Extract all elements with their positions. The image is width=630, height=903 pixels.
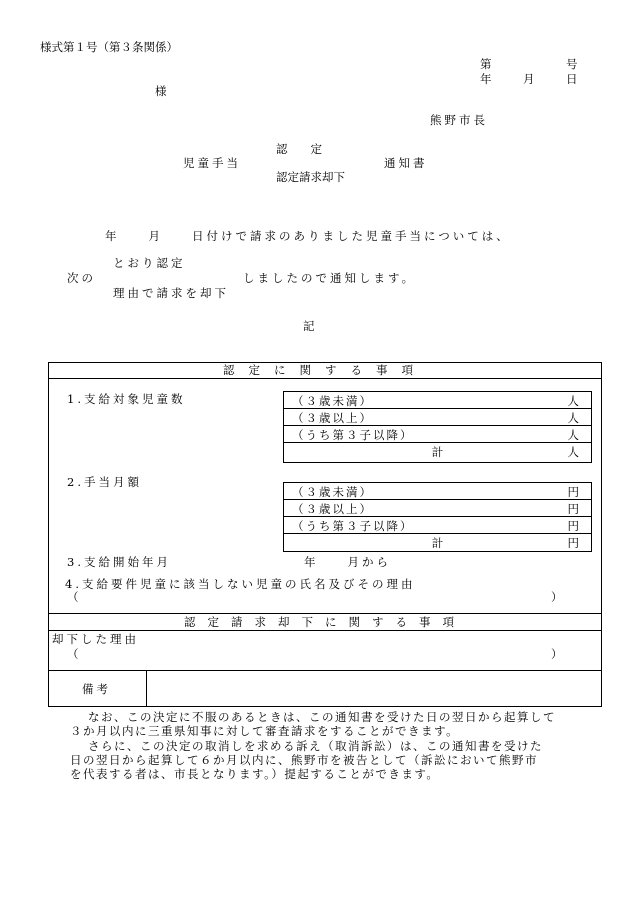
body-tail: しましたので通知します。 (243, 271, 417, 285)
form-number: 様式第１号（第３条関係） (40, 40, 178, 54)
count-row-total (284, 443, 591, 462)
section2-header: 認定請求却下に関する事項 (184, 615, 466, 629)
divider (48, 613, 602, 614)
notice-p2-line2: 日の翌日から起算して６か月以内に、熊野市を被告として（訴訟において熊野市 (70, 753, 538, 767)
row-unit: 人 (567, 445, 579, 459)
divider (48, 630, 602, 631)
body-next: 次の (67, 271, 96, 285)
item3-label: 3.支給開始年月 (67, 555, 171, 569)
count-row-under3 (284, 392, 591, 409)
notice-p1-line1: なお、この決定に不服のあるときは、この通知書を受けた日の翌日から起算して (88, 710, 556, 724)
item1-label: 1.支給対象児童数 (67, 392, 186, 406)
row-total-label: 計 (431, 536, 444, 550)
item3-value: 年 月から (304, 555, 391, 569)
row-unit: 人 (567, 394, 579, 408)
divider (48, 670, 602, 671)
paren-open: （ (67, 647, 79, 661)
amount-row-third-child (284, 517, 591, 534)
section1-header: 認定に関する事項 (223, 363, 427, 377)
remarks-label: 備考 (82, 682, 111, 696)
paren-close: ） (551, 647, 563, 661)
number-suffix: 号 (566, 57, 578, 71)
paren-open: （ (67, 590, 79, 604)
title-reject: 認定請求却下 (276, 170, 345, 184)
row-label: （うち第３子以降） (292, 428, 414, 442)
date-day: 日 (566, 72, 578, 86)
body-option-approve: とおり認定 (113, 256, 186, 270)
row-unit: 円 (567, 536, 579, 550)
addressee-suffix: 様 (155, 84, 167, 98)
divider (48, 378, 602, 379)
body-option-reject: 理由で請求を却下 (113, 286, 229, 300)
amount-row-under3 (284, 483, 591, 500)
count-row-over3 (284, 409, 591, 426)
row-total-label: 計 (431, 445, 444, 459)
issuer-name: 熊野市長 (430, 113, 488, 127)
body-line1: 年 月 日付けで請求のありました児童手当については、 (105, 229, 511, 243)
ki-mark: 記 (303, 319, 315, 333)
item2-label: 2.手当月額 (67, 475, 142, 489)
row-unit: 円 (567, 502, 579, 516)
amount-row-total (284, 534, 591, 551)
row-unit: 円 (567, 519, 579, 533)
row-unit: 人 (567, 411, 579, 425)
paren-close: ） (551, 590, 563, 604)
row-unit: 人 (567, 428, 579, 442)
children-count-box (283, 391, 592, 463)
amount-row-over3 (284, 500, 591, 517)
row-label: （３歳以上） (292, 411, 373, 425)
notice-p2-line1: さらに、この決定の取消しを求める訴え（取消訴訟）は、この通知書を受けた (88, 739, 543, 753)
divider (146, 670, 147, 707)
monthly-amount-box (283, 482, 592, 552)
number-prefix: 第 (480, 57, 492, 71)
count-row-third-child (284, 426, 591, 443)
row-label: （３歳以上） (292, 502, 373, 516)
date-year: 年 (480, 72, 492, 86)
reject-reason-label: 却下した理由 (52, 632, 139, 646)
notice-p1-line2: ３か月以内に三重県知事に対して審査請求をすることができます。 (70, 724, 460, 738)
row-label: （３歳未満） (292, 485, 373, 499)
item4-label: 4.支給要件児童に該当しない児童の氏名及びその理由 (65, 577, 416, 591)
date-month: 月 (523, 72, 535, 86)
row-label: （うち第３子以降） (292, 519, 414, 533)
row-label: （３歳未満） (292, 394, 373, 408)
notice-p2-line3: を代表する者は、市長となります。）提起することができます。 (70, 767, 440, 781)
title-approve: 認 定 (276, 142, 322, 156)
row-unit: 円 (567, 485, 579, 499)
title-subject: 児童手当 (183, 156, 241, 170)
title-kind: 通知書 (384, 156, 428, 170)
